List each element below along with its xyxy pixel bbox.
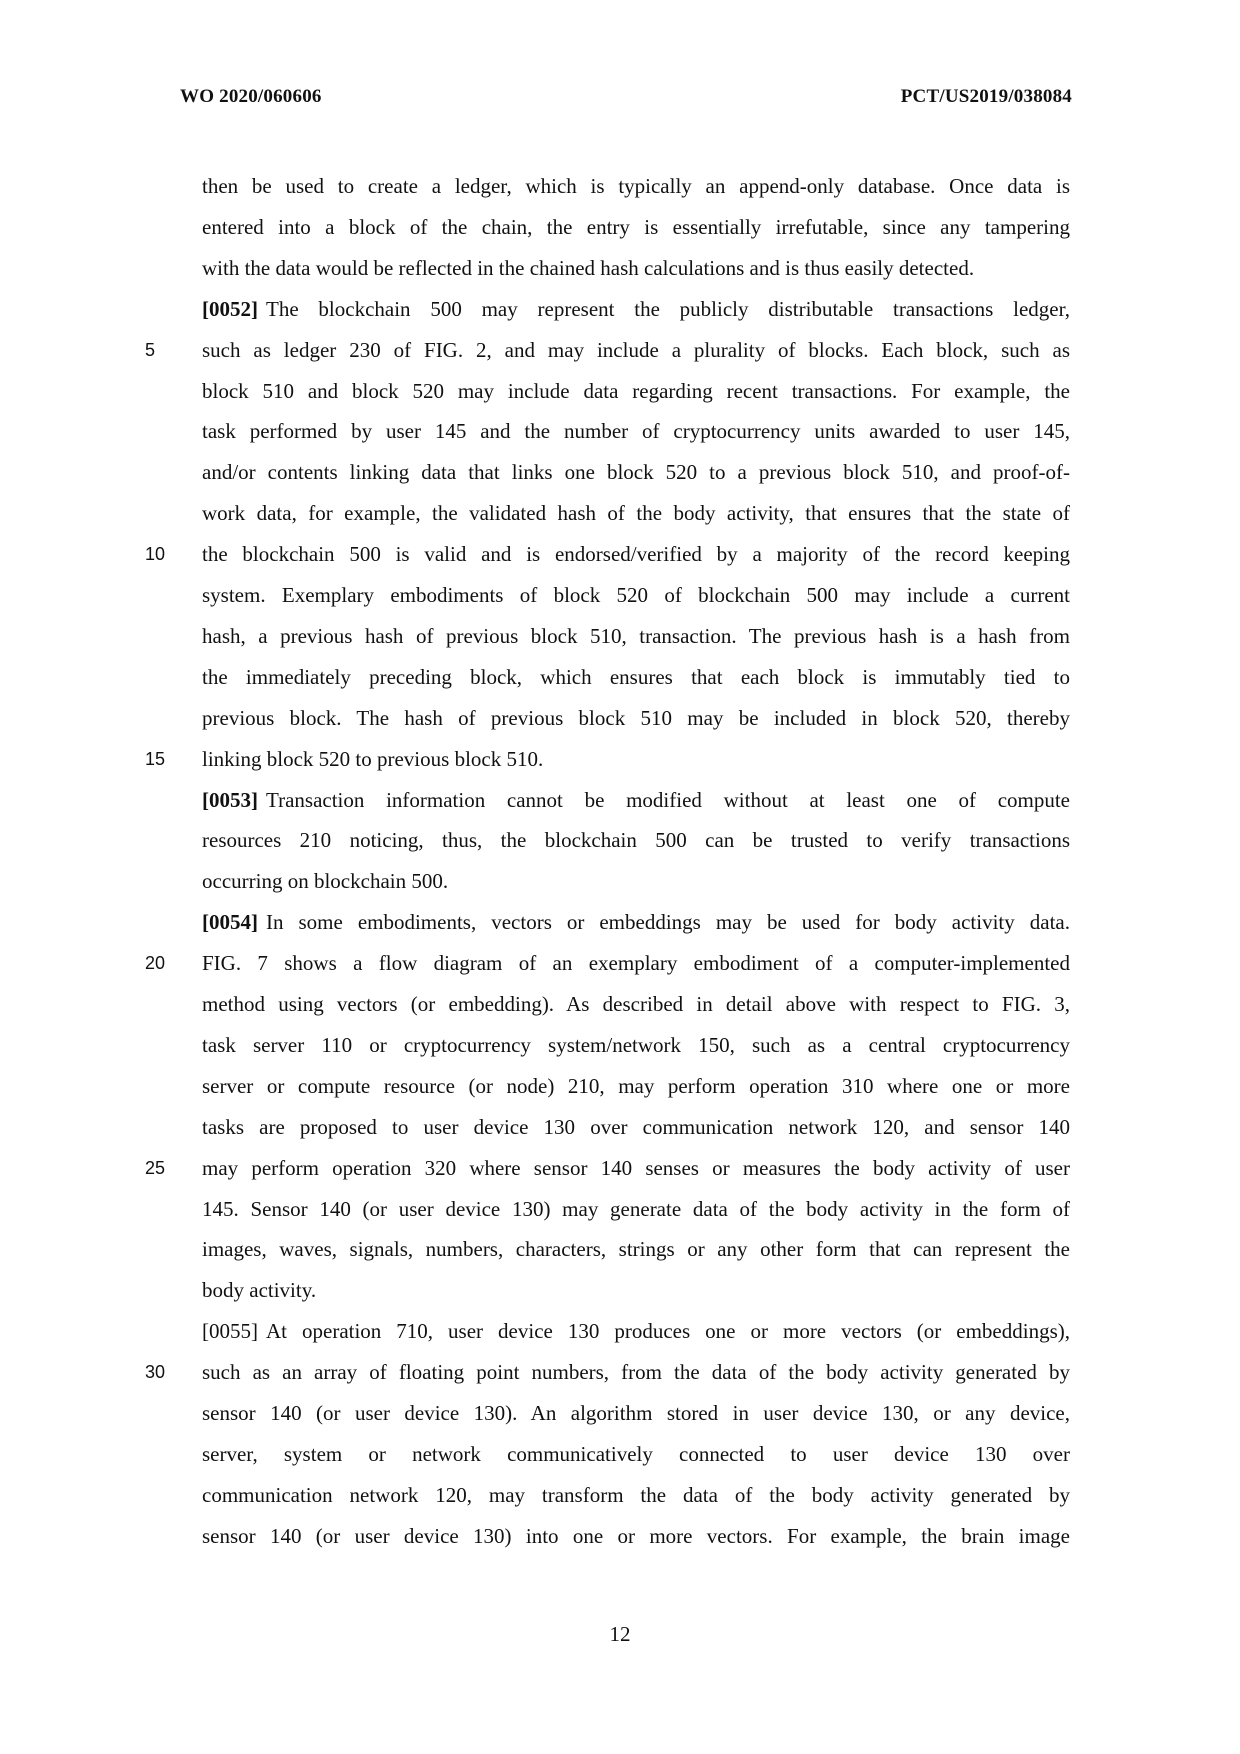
line-text: may perform operation 320 where sensor 140 senses or measures the body activity of user [202, 1155, 1070, 1180]
text-line [202, 1311, 1070, 1352]
text-line [202, 943, 1070, 984]
line-text: work data, for example, the validated hash of the body activity, that ensures that the state of [202, 501, 1070, 526]
text-line [202, 698, 1070, 739]
text-line [202, 780, 1070, 821]
line-text: task performed by user 145 and the number of cryptocurrency units awarded to user 145, [202, 419, 1070, 444]
line-text: block 510 and block 520 may include data regarding recent transactions. For example, the [202, 378, 1070, 403]
text-line [202, 207, 1070, 248]
text-line [202, 166, 1070, 207]
line-text: communication network 120, may transform the data of the body activity generated by [202, 1482, 1070, 1507]
text-line [202, 371, 1070, 412]
text-line [202, 739, 1070, 780]
line-text: In some embodiments, vectors or embeddings may be used for body activity data. [266, 910, 1070, 935]
text-line [202, 289, 1070, 330]
line-text: linking block 520 to previous block 510. [202, 746, 544, 771]
text-line [202, 902, 1070, 943]
line-text: the immediately preceding block, which ensures that each block is immutably tied to [202, 664, 1070, 689]
line-text: the blockchain 500 is valid and is endorsed/verified by a majority of the record keeping [202, 542, 1070, 567]
paragraph-number: [0052] [202, 296, 258, 321]
text-line [202, 1148, 1070, 1189]
text-line [202, 616, 1070, 657]
page-number: 12 [609, 1622, 631, 1646]
line-text: The blockchain 500 may represent the publicly distributable transactions ledger, [266, 296, 1070, 321]
text-line [202, 1352, 1070, 1393]
line-text: such as ledger 230 of FIG. 2, and may include a plurality of blocks. Each block, such as [202, 337, 1070, 362]
text-line [202, 575, 1070, 616]
line-text: server or compute resource (or node) 210, may perform operation 310 where one or more [202, 1073, 1070, 1098]
text-line [202, 1066, 1070, 1107]
text-line [202, 1475, 1070, 1516]
text-line [202, 984, 1070, 1025]
paragraph-number: [0053] [202, 787, 258, 812]
text-line [202, 861, 1070, 902]
line-number: 20 [145, 953, 166, 974]
text-line [202, 657, 1070, 698]
line-number: 30 [145, 1362, 166, 1383]
line-number: 10 [145, 544, 166, 565]
line-text: occurring on blockchain 500. [202, 869, 449, 894]
line-text: sensor 140 (or user device 130) into one or more vectors. For example, the brain image [202, 1523, 1070, 1548]
line-text: resources 210 noticing, thus, the blockchain 500 can be trusted to verify transactions [202, 828, 1070, 853]
line-text: body activity. [202, 1278, 317, 1303]
line-text: method using vectors (or embedding). As described in detail above with respect to FIG. 3, [202, 992, 1070, 1016]
line-text: images, waves, signals, numbers, characters, strings or any other form that can represent the [202, 1237, 1070, 1262]
text-line [202, 330, 1070, 371]
application-number: PCT/US2019/038084 [900, 86, 1072, 107]
text-line [202, 1025, 1070, 1066]
publication-number: WO 2020/060606 [180, 86, 322, 107]
line-text: tasks are proposed to user device 130 over communication network 120, and sensor 140 [202, 1114, 1070, 1139]
text-line [202, 1270, 1070, 1311]
text-line [202, 411, 1070, 452]
paragraph-number: [0054] [202, 910, 258, 935]
text-line [202, 452, 1070, 493]
text-line [202, 1516, 1070, 1557]
line-text: server, system or network communicatively connected to user device 130 over [202, 1441, 1070, 1466]
line-text: previous block. The hash of previous block 510 may be included in block 520, thereby [202, 705, 1070, 730]
line-number: 25 [145, 1157, 166, 1178]
text-line [202, 1434, 1070, 1475]
line-text: FIG. 7 shows a flow diagram of an exemplary embodiment of a computer-implemented [202, 951, 1070, 976]
line-text: hash, a previous hash of previous block 510, transaction. The previous hash is a hash from [202, 623, 1070, 648]
paragraph-number: [0055] [202, 1319, 258, 1344]
line-text: task server 110 or cryptocurrency system/network 150, such as a central cryptocurrency [202, 1032, 1070, 1057]
line-text: At operation 710, user device 130 produces one or more vectors (or embeddings), [266, 1319, 1070, 1344]
line-text: entered into a block of the chain, the entry is essentially irrefutable, since any tampering [202, 214, 1070, 239]
line-text: such as an array of floating point numbers, from the data of the body activity generated by [202, 1360, 1070, 1385]
line-text: with the data would be reflected in the chained hash calculations and is thus easily detected. [202, 255, 975, 280]
line-text: and/or contents linking data that links one block 520 to a previous block 510, and proof-of- [202, 460, 1070, 485]
line-text: 145. Sensor 140 (or user device 130) may generate data of the body activity in the form of [202, 1196, 1070, 1221]
text-line [202, 1107, 1070, 1148]
line-text: Transaction information cannot be modified without at least one of compute [266, 787, 1070, 812]
line-number: 15 [145, 748, 166, 769]
text-line [202, 820, 1070, 861]
text-line [202, 248, 1070, 289]
text-line [202, 534, 1070, 575]
line-text: sensor 140 (or user device 130). An algorithm stored in user device 130, or any device, [202, 1401, 1070, 1425]
text-line [202, 1189, 1070, 1230]
line-text: then be used to create a ledger, which is typically an append-only database. Once data is [202, 174, 1070, 198]
line-number: 5 [145, 339, 156, 360]
text-line [202, 493, 1070, 534]
text-line [202, 1393, 1070, 1434]
line-text: system. Exemplary embodiments of block 520 of blockchain 500 may include a current [202, 583, 1070, 607]
text-line [202, 1229, 1070, 1270]
